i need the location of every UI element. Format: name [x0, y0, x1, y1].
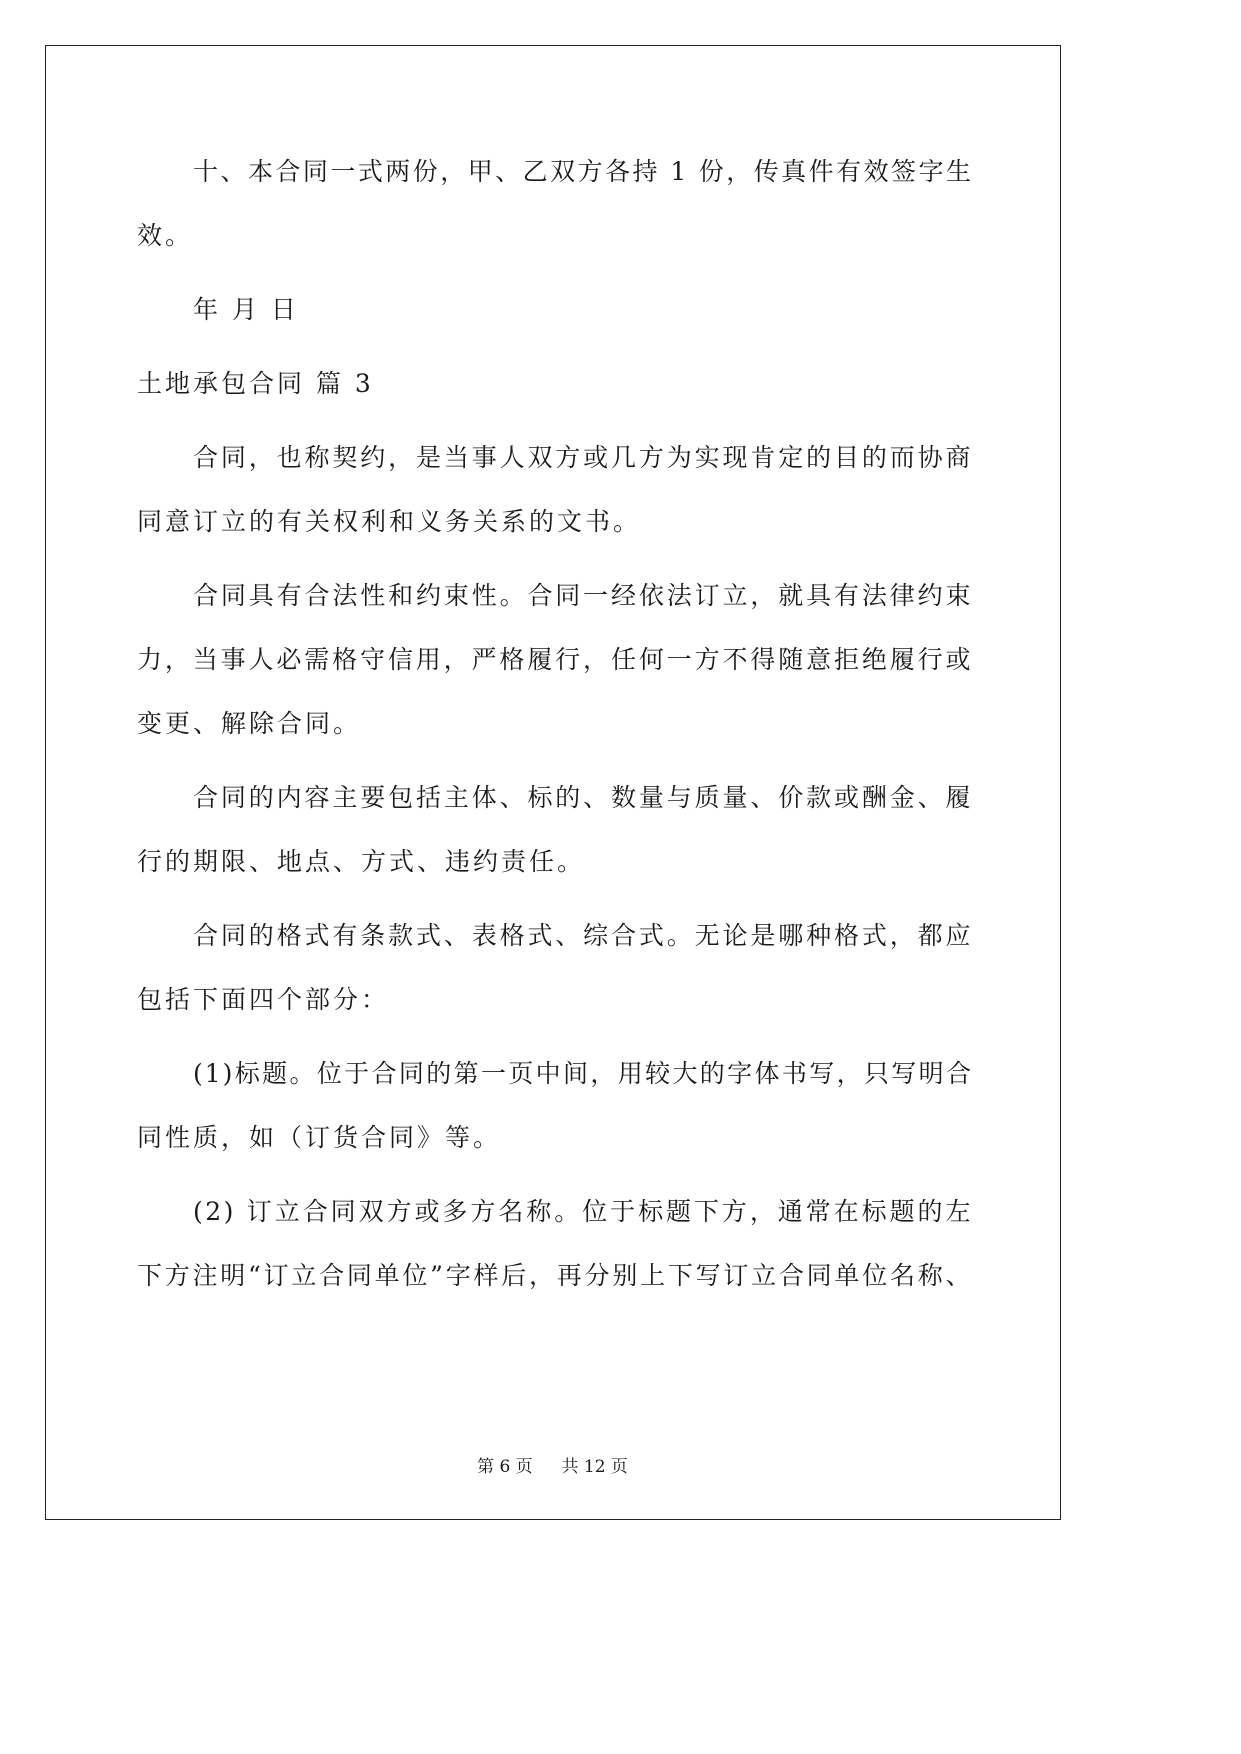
paragraph-line: 合同，也称契约，是当事人双方或几方为实现肯定的目的而协商 [193, 443, 973, 472]
paragraph-line: (2) 订立合同双方或多方名称。位于标题下方，通常在标题的左 [193, 1197, 973, 1226]
paragraph-line: 变更、解除合同。 [137, 709, 362, 738]
paragraph-line: 包括下面四个部分： [137, 985, 390, 1014]
paragraph-line: 合同的格式有条款式、表格式、综合式。无论是哪种格式，都应 [193, 921, 973, 950]
paragraph-line: 合同的内容主要包括主体、标的、数量与质量、价款或酬金、履 [193, 783, 973, 812]
paragraph-line: 同意订立的有关权利和义务关系的文书。 [137, 507, 642, 536]
date-line: 年 月 日 [193, 295, 299, 324]
paragraph-line: 合同具有合法性和约束性。合同一经依法订立，就具有法律约束 [193, 581, 973, 610]
paragraph-line: 十、本合同一式两份，甲、乙双方各持 1 份，传真件有效签字生 [193, 157, 973, 186]
paragraph-line: 下方注明“订立合同单位”字样后，再分别上下写订立合同单位名称、 [137, 1261, 973, 1290]
paragraph-line: 同性质，如（订货合同》等。 [137, 1123, 502, 1152]
section-heading: 土地承包合同 篇 3 [137, 369, 374, 398]
paragraph-line: 行的期限、地点、方式、违约责任。 [137, 847, 586, 876]
paragraph-line: 力，当事人必需格守信用，严格履行，任何一方不得随意拒绝履行或 [137, 645, 973, 674]
page-footer [0, 1452, 1105, 1477]
paragraph-line: 效。 [137, 221, 194, 250]
paragraph-line: (1)标题。位于合同的第一页中间，用较大的字体书写，只写明合 [193, 1059, 973, 1088]
document-body [137, 140, 973, 1308]
page-total: 共 12 页 [561, 1457, 628, 1477]
page-number: 第 6 页 [477, 1457, 533, 1477]
